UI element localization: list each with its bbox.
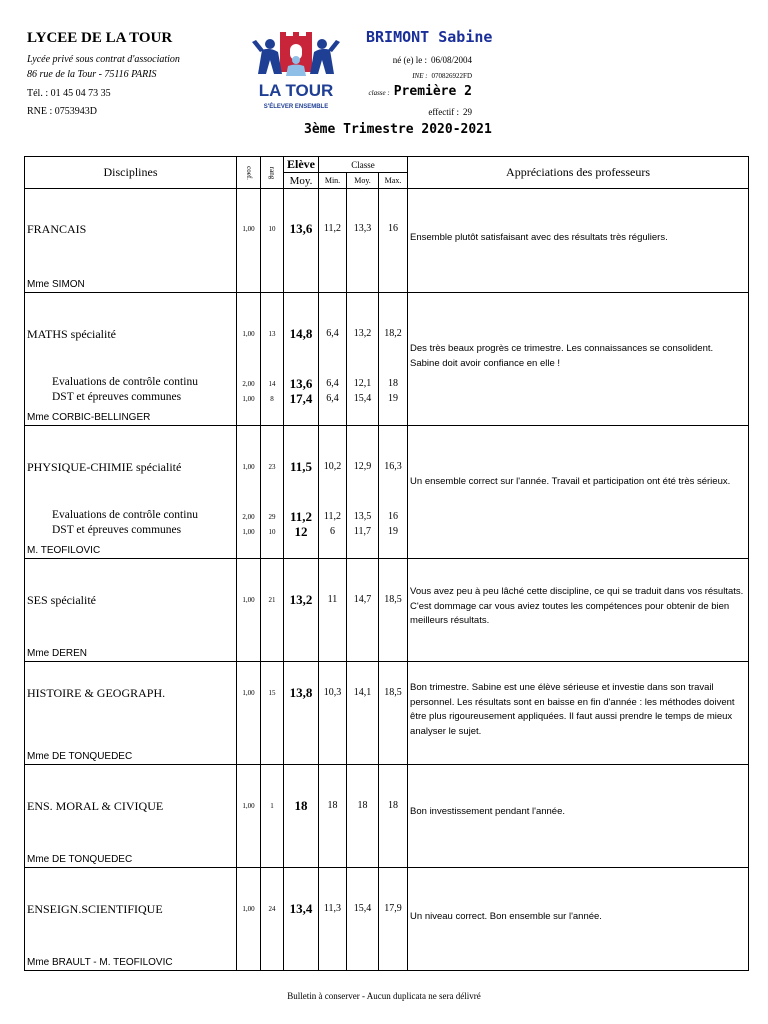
subject-row — [25, 189, 749, 293]
header-eleve: Elève — [284, 157, 319, 173]
teacher-name: M. TEOFILOVIC — [27, 545, 101, 556]
appreciation-cell — [408, 765, 749, 868]
student-average-cell — [284, 662, 319, 765]
subject-row — [25, 765, 749, 868]
class-average-cell — [347, 868, 379, 971]
subject-name: ENS. MORAL & CIVIQUE — [27, 799, 164, 813]
sub-class-min: 6,4 — [326, 393, 339, 404]
class-average-cell — [347, 662, 379, 765]
class-min-cell — [319, 559, 347, 662]
birth-date: 06/08/2004 — [430, 55, 472, 65]
student-average: 13,8 — [289, 685, 313, 700]
class-max-cell — [379, 426, 408, 559]
sub-class-max: 19 — [388, 526, 399, 537]
rank-value: 1 — [270, 802, 274, 810]
logo-text: LA TOUR — [258, 81, 334, 100]
coef-value: 1,00 — [242, 463, 255, 471]
class-min-cell — [319, 293, 347, 426]
subject-name: HISTOIRE & GEOGRAPH. — [27, 686, 166, 700]
teacher-appreciation: Bon investissement pendant l'année. — [410, 806, 566, 817]
teacher-appreciation: Bon trimestre. Sabine est une élève sérieuse et investie dans son travail personnel. Les résultats sont en baisse en fin d'année : les méthodes doivent être plus rigoureusement appliquées. Il faut aussi prendre le temps de mieux analyser le sujet. — [410, 682, 735, 737]
subject-row — [25, 426, 749, 559]
teacher-appreciation: Un niveau correct. Bon ensemble sur l'année. — [410, 911, 602, 922]
header-disciplines: Disciplines — [25, 157, 237, 189]
header-eleve-moy: Moy. — [284, 173, 319, 189]
discipline-cell — [25, 765, 237, 868]
class-max-cell — [379, 662, 408, 765]
school-phone: Tél. : 01 45 04 73 35 — [27, 88, 111, 99]
teacher-name: Mme DEREN — [27, 648, 88, 659]
appreciation-cell — [408, 868, 749, 971]
discipline-cell — [25, 426, 237, 559]
header-class-moy: Moy. — [347, 173, 379, 189]
student-name: BRIMONT Sabine — [366, 28, 493, 46]
student-average-cell — [284, 868, 319, 971]
coef-value: 1,00 — [242, 802, 255, 810]
sub-assessment-label: Evaluations de contrôle continu — [52, 509, 198, 521]
sub-assessment-label: DST et épreuves communes — [52, 524, 182, 536]
student-average: 13,6 — [289, 221, 313, 236]
class-max-cell — [379, 293, 408, 426]
birth-date-row: né (e) le : 06/08/2004 — [392, 55, 472, 65]
class-max-cell — [379, 189, 408, 293]
teacher-name: Mme CORBIC-BELLINGER — [27, 412, 151, 423]
sub-class-max: 19 — [388, 393, 399, 404]
class-size-row: effectif : 29 — [428, 107, 472, 117]
rank-value-cell — [261, 189, 284, 293]
header-classe: Classe — [319, 157, 408, 173]
coef-value-cell — [237, 765, 261, 868]
class-average-cell — [347, 426, 379, 559]
discipline-cell — [25, 293, 237, 426]
class-value: Première 2 — [393, 84, 472, 99]
rank-value: 23 — [268, 463, 276, 471]
class-max: 18,5 — [384, 687, 402, 698]
student-average: 13,4 — [289, 901, 313, 916]
teacher-appreciation: Ensemble plutôt satisfaisant avec des résultats très réguliers. — [410, 232, 668, 243]
term-title: 3ème Trimestre 2020-2021 — [304, 122, 492, 137]
sub-coef-value: 1,00 — [242, 395, 255, 403]
subject-name: PHYSIQUE-CHIMIE spécialité — [27, 460, 182, 474]
class-min-cell — [319, 662, 347, 765]
coef-value-cell — [237, 426, 261, 559]
teacher-appreciation: Un ensemble correct sur l'année. Travail et participation ont été très sérieux. — [410, 476, 731, 487]
class-min-cell — [319, 868, 347, 971]
coef-value: 1,00 — [242, 330, 255, 338]
class-average: 15,4 — [353, 903, 372, 914]
subject-name: ENSEIGN.SCIENTIFIQUE — [27, 902, 163, 916]
discipline-cell — [25, 868, 237, 971]
teacher-name: Mme DE TONQUEDEC — [27, 751, 133, 762]
sub-rank-value: 10 — [268, 528, 276, 536]
sub-coef-value: 2,00 — [242, 380, 255, 388]
sub-student-average: 17,4 — [289, 391, 313, 406]
class-average-cell — [347, 189, 379, 293]
student-average-cell — [284, 293, 319, 426]
rank-value-cell — [261, 426, 284, 559]
sub-class-min: 11,2 — [323, 511, 342, 522]
class-min: 10,3 — [323, 687, 342, 698]
sub-student-average: 12 — [294, 524, 308, 539]
class-max: 18 — [388, 800, 399, 811]
class-average: 14,1 — [353, 687, 372, 698]
teacher-appreciation: Des très beaux progrès ce trimestre. Les connaissances se consolident. Sabine doit avoir confiance en elle ! — [410, 343, 714, 369]
class-max: 17,9 — [384, 903, 402, 914]
appreciation-cell — [408, 189, 749, 293]
header-rang: rang — [261, 157, 284, 189]
header-min: Min. — [319, 173, 347, 189]
sub-class-average: 12,1 — [353, 378, 372, 389]
class-max: 18,5 — [384, 594, 402, 605]
sub-class-max: 18 — [388, 378, 399, 389]
coef-value-cell — [237, 662, 261, 765]
sub-coef-value: 2,00 — [242, 513, 255, 521]
student-average-cell — [284, 559, 319, 662]
rank-value-cell — [261, 765, 284, 868]
coef-value-cell — [237, 293, 261, 426]
coef-value: 1,00 — [242, 596, 255, 604]
sub-rank-value: 29 — [268, 513, 276, 521]
rank-value-cell — [261, 868, 284, 971]
subject-name: SES spécialité — [27, 593, 96, 607]
rank-value-cell — [261, 559, 284, 662]
class-average-cell — [347, 559, 379, 662]
class-min: 18 — [327, 800, 338, 811]
appreciation-cell — [408, 293, 749, 426]
sub-student-average: 13,6 — [289, 376, 313, 391]
class-min: 11,3 — [323, 903, 342, 914]
student-average-cell — [284, 189, 319, 293]
subject-name: FRANCAIS — [27, 222, 87, 236]
sub-student-average: 11,2 — [289, 509, 313, 524]
sub-assessment-label: Evaluations de contrôle continu — [52, 376, 198, 388]
sub-coef-value: 1,00 — [242, 528, 255, 536]
class-size: 29 — [463, 107, 472, 117]
sub-rank-value: 8 — [270, 395, 274, 403]
class-average: 12,9 — [353, 461, 372, 472]
discipline-cell — [25, 559, 237, 662]
teacher-name: Mme SIMON — [27, 279, 85, 290]
subject-name: MATHS spécialité — [27, 327, 116, 341]
school-subtitle: Lycée privé sous contrat d'association — [27, 54, 180, 65]
header-coef: coef. — [237, 157, 261, 189]
appreciation-cell — [408, 426, 749, 559]
class-average: 13,2 — [353, 328, 372, 339]
student-average: 13,2 — [289, 592, 313, 607]
school-rne: RNE : 0753943D — [27, 106, 97, 117]
appreciation-cell — [408, 559, 749, 662]
header-appreciations: Appréciations des professeurs — [408, 157, 749, 189]
discipline-cell — [25, 662, 237, 765]
header-max: Max. — [379, 173, 408, 189]
class-average-cell — [347, 293, 379, 426]
teacher-name: Mme DE TONQUEDEC — [27, 854, 133, 865]
ine-value: 070826922FD — [431, 72, 472, 80]
rank-value: 13 — [268, 330, 276, 338]
school-name: LYCEE DE LA TOUR — [27, 30, 173, 46]
class-min: 11 — [327, 594, 338, 605]
class-max: 16 — [388, 223, 399, 234]
rank-value-cell — [261, 293, 284, 426]
class-row: classe : Première 2 — [368, 84, 472, 99]
sub-class-min: 6,4 — [326, 378, 339, 389]
footer-note: Bulletin à conserver - Aucun duplicata ne sera délivré — [287, 991, 481, 1001]
sub-class-max: 16 — [388, 511, 399, 522]
class-max: 18,2 — [384, 328, 402, 339]
sub-class-average: 13,5 — [353, 511, 372, 522]
class-max: 16,3 — [384, 461, 402, 472]
sub-class-average: 11,7 — [353, 526, 372, 537]
coef-value: 1,00 — [242, 689, 255, 697]
subject-row — [25, 293, 749, 426]
class-average: 14,7 — [353, 594, 372, 605]
appreciation-cell — [408, 662, 749, 765]
class-average: 13,3 — [353, 223, 372, 234]
rank-value: 10 — [268, 225, 276, 233]
class-max-cell — [379, 765, 408, 868]
subject-row — [25, 662, 749, 765]
grades-table — [24, 156, 749, 971]
logo-tagline: S'ÉLEVER ENSEMBLE — [263, 104, 329, 110]
teacher-appreciation: Vous avez peu à peu lâché cette discipline, ce qui se traduit dans vos résultats. C'est dommage car vous aviez toutes les compétences pour obtenir de bien meilleurs résultats. — [410, 586, 744, 626]
coef-value-cell — [237, 189, 261, 293]
ine-row: INE : 070826922FD — [412, 72, 472, 80]
class-max-cell — [379, 559, 408, 662]
teacher-name: Mme BRAULT - M. TEOFILOVIC — [27, 957, 173, 968]
class-min: 6,4 — [326, 328, 339, 339]
student-average-cell — [284, 765, 319, 868]
student-average: 11,5 — [289, 459, 313, 474]
rank-value-cell — [261, 662, 284, 765]
sub-assessment-label: DST et épreuves communes — [52, 391, 182, 403]
class-min-cell — [319, 189, 347, 293]
discipline-cell — [25, 189, 237, 293]
subject-row — [25, 868, 749, 971]
sub-class-average: 15,4 — [353, 393, 372, 404]
rank-value: 15 — [268, 689, 276, 697]
class-average-cell — [347, 765, 379, 868]
coef-value-cell — [237, 868, 261, 971]
sub-class-min: 6 — [330, 526, 335, 537]
sub-rank-value: 14 — [268, 380, 276, 388]
rank-value: 21 — [268, 596, 276, 604]
class-average: 18 — [357, 800, 368, 811]
coef-value-cell — [237, 559, 261, 662]
class-min: 10,2 — [323, 461, 342, 472]
school-address: 86 rue de la Tour - 75116 PARIS — [27, 69, 157, 80]
student-average: 14,8 — [289, 326, 313, 341]
school-logo — [250, 30, 342, 114]
student-average: 18 — [294, 798, 308, 813]
rank-value: 24 — [268, 905, 276, 913]
class-min-cell — [319, 765, 347, 868]
class-min-cell — [319, 426, 347, 559]
class-min: 11,2 — [323, 223, 342, 234]
coef-value: 1,00 — [242, 905, 255, 913]
coef-value: 1,00 — [242, 225, 255, 233]
class-max-cell — [379, 868, 408, 971]
subject-row — [25, 559, 749, 662]
student-average-cell — [284, 426, 319, 559]
